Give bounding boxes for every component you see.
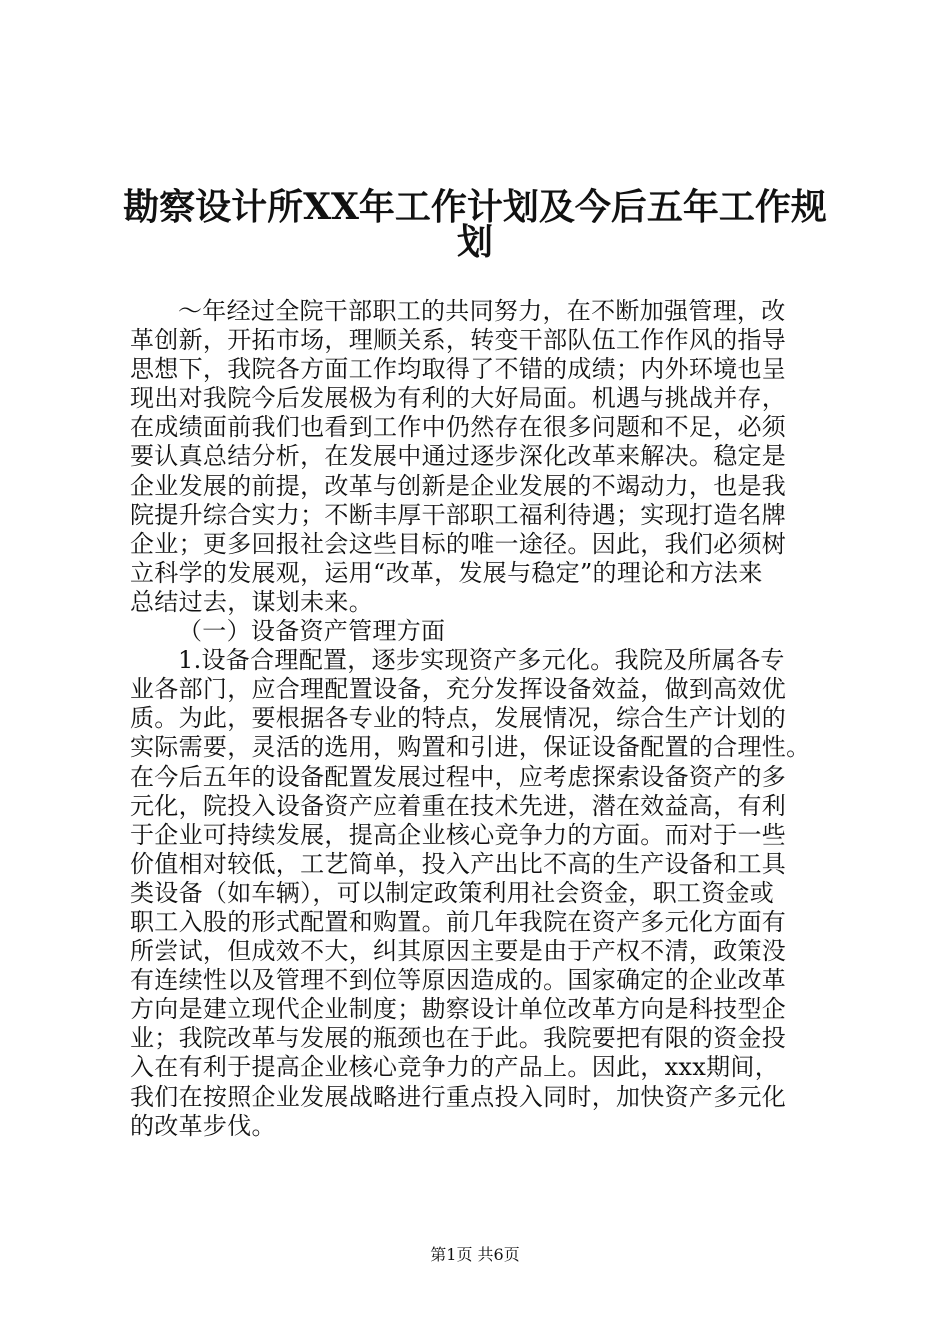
text-line: 总结过去，谋划未来。	[130, 587, 373, 616]
text-line: 企业；更多回报社会这些目标的唯一途径。因此，我们必须树	[130, 529, 787, 558]
paragraph-intro	[130, 297, 830, 617]
text-line: 于企业可持续发展，提高企业核心竞争力的方面。而对于一些	[130, 820, 787, 849]
section-heading: （一）设备资产管理方面	[178, 617, 446, 646]
text-line: 我们在按照企业发展战略进行重点投入同时，加快资产多元化	[130, 1082, 787, 1111]
text-line: 企业发展的前提，改革与创新是企业发展的不竭动力，也是我	[130, 471, 787, 500]
text-line: 业各部门，应合理配置设备，充分发挥设备效益，做到高效优	[130, 675, 787, 704]
text-line: 革创新，开拓市场，理顺关系，转变干部队伍工作作风的指导	[130, 326, 787, 355]
text-line: 入在有利于提高企业核心竞争力的产品上。因此，xxx期间，	[130, 1053, 780, 1082]
text-line: 在今后五年的设备配置发展过程中，应考虑探索设备资产的多	[130, 762, 787, 791]
text-line: 的改革步伐。	[130, 1111, 276, 1140]
text-line: 思想下，我院各方面工作均取得了不错的成绩；内外环境也呈	[130, 355, 787, 384]
text-line: 实际需要，灵活的选用，购置和引进，保证设备配置的合理性。	[130, 733, 811, 762]
text-line: 1.设备合理配置，逐步实现资产多元化。我院及所属各专	[178, 646, 785, 675]
text-line: 质。为此，要根据各专业的特点，发展情况，综合生产计划的	[130, 704, 787, 733]
text-line: 有连续性以及管理不到位等原因造成的。国家确定的企业改革	[130, 966, 787, 995]
text-line: 职工入股的形式配置和购置。前几年我院在资产多元化方面有	[130, 907, 787, 936]
page-footer: 第1页 共6页	[430, 1245, 520, 1264]
document-title-line-1: 勘察设计所XX年工作计划及今后五年工作规	[123, 186, 827, 228]
text-line: ～年经过全院干部职工的共同努力，在不断加强管理，改	[178, 297, 786, 325]
text-line: 所尝试，但成效不大，纠其原因主要是由于产权不清，政策没	[130, 937, 787, 966]
text-line: 在成绩面前我们也看到工作中仍然存在很多问题和不足，必须	[130, 413, 787, 442]
text-line: 业；我院改革与发展的瓶颈也在于此。我院要把有限的资金投	[130, 1024, 787, 1053]
text-line: 要认真总结分析，在发展中通过逐步深化改革来解决。稳定是	[130, 442, 787, 471]
document-title-line-2: 划	[456, 221, 493, 263]
text-line: 院提升综合实力；不断丰厚干部职工福利待遇；实现打造名牌	[130, 500, 787, 529]
text-line: 元化，院投入设备资产应着重在技术先进，潜在效益高，有利	[130, 791, 787, 820]
text-line: 立科学的发展观，运用“改革，发展与稳定”的理论和方法来	[130, 558, 763, 587]
document-body	[130, 297, 830, 1141]
text-line: 方向是建立现代企业制度；勘察设计单位改革方向是科技型企	[130, 995, 787, 1024]
paragraph-equipment	[130, 646, 830, 1141]
text-line: 现出对我院今后发展极为有利的大好局面。机遇与挑战并存，	[130, 384, 787, 413]
text-line: 价值相对较低，工艺简单，投入产出比不高的生产设备和工具	[130, 849, 787, 878]
text-line: 类设备（如车辆），可以制定政策利用社会资金，职工资金或	[130, 878, 775, 907]
